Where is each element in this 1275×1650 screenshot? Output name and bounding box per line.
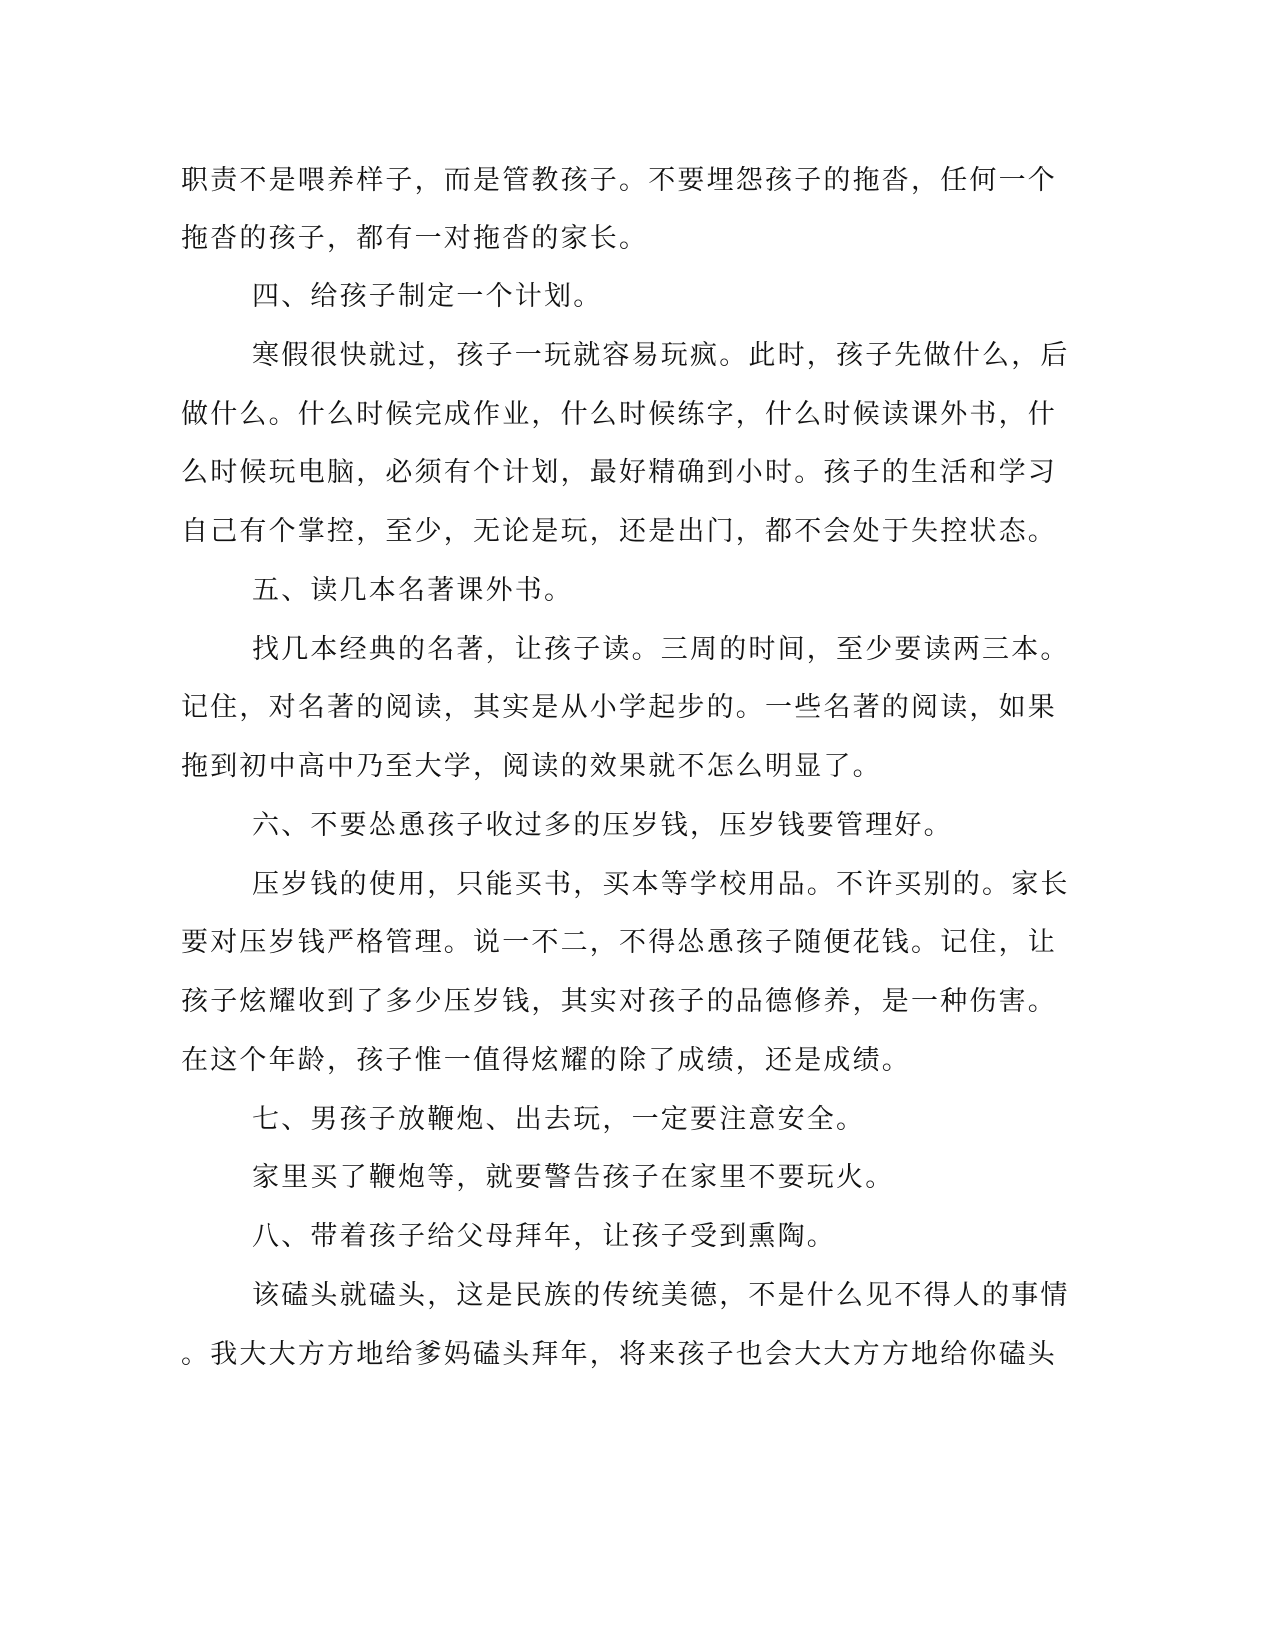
text-line: 自己有个掌控，至少，无论是玩，还是出门，都不会处于失控状态。 <box>181 516 1057 547</box>
text-line: 要对压岁钱严格管理。说一不二，不得怂恿孩子随便花钱。记住，让 <box>181 927 1057 958</box>
text-line: 在这个年龄，孩子惟一值得炫耀的除了成绩，还是成绩。 <box>181 1045 911 1076</box>
text-line: 找几本经典的名著，让孩子读。三周的时间，至少要读两三本。 <box>252 634 1070 665</box>
section-heading: 五、读几本名著课外书。 <box>252 575 574 606</box>
text-line: 么时候玩电脑，必须有个计划，最好精确到小时。孩子的生活和学习 <box>181 457 1057 488</box>
text-line: 职责不是喂养样子，而是管教孩子。不要埋怨孩子的拖沓，任何一个 <box>181 165 1057 196</box>
text-line: 拖到初中高中乃至大学，阅读的效果就不怎么明显了。 <box>181 751 882 782</box>
section-heading: 六、不要怂恿孩子收过多的压岁钱，压岁钱要管理好。 <box>252 810 953 841</box>
text-line: 孩子炫耀收到了多少压岁钱，其实对孩子的品德修养，是一种伤害。 <box>181 986 1057 1017</box>
text-line: 做什么。什么时候完成作业，什么时候练字，什么时候读课外书，什 <box>181 399 1057 430</box>
text-line: 寒假很快就过，孩子一玩就容易玩疯。此时，孩子先做什么，后 <box>252 340 1070 371</box>
text-line: 压岁钱的使用，只能买书，买本等学校用品。不许买别的。家长 <box>252 869 1070 900</box>
text-line: 记住，对名著的阅读，其实是从小学起步的。一些名著的阅读，如果 <box>181 692 1057 723</box>
section-heading: 四、给孩子制定一个计划。 <box>252 281 603 312</box>
text-line: 。我大大方方地给爹妈磕头拜年，将来孩子也会大大方方地给你磕头 <box>181 1339 1057 1370</box>
text-line: 家里买了鞭炮等，就要警告孩子在家里不要玩火。 <box>252 1162 895 1193</box>
section-heading: 八、带着孩子给父母拜年，让孩子受到熏陶。 <box>252 1221 836 1252</box>
text-line: 拖沓的孩子，都有一对拖沓的家长。 <box>181 223 649 254</box>
section-heading: 七、男孩子放鞭炮、出去玩，一定要注意安全。 <box>252 1104 866 1135</box>
text-line: 该磕头就磕头，这是民族的传统美德，不是什么见不得人的事情 <box>252 1280 1070 1311</box>
